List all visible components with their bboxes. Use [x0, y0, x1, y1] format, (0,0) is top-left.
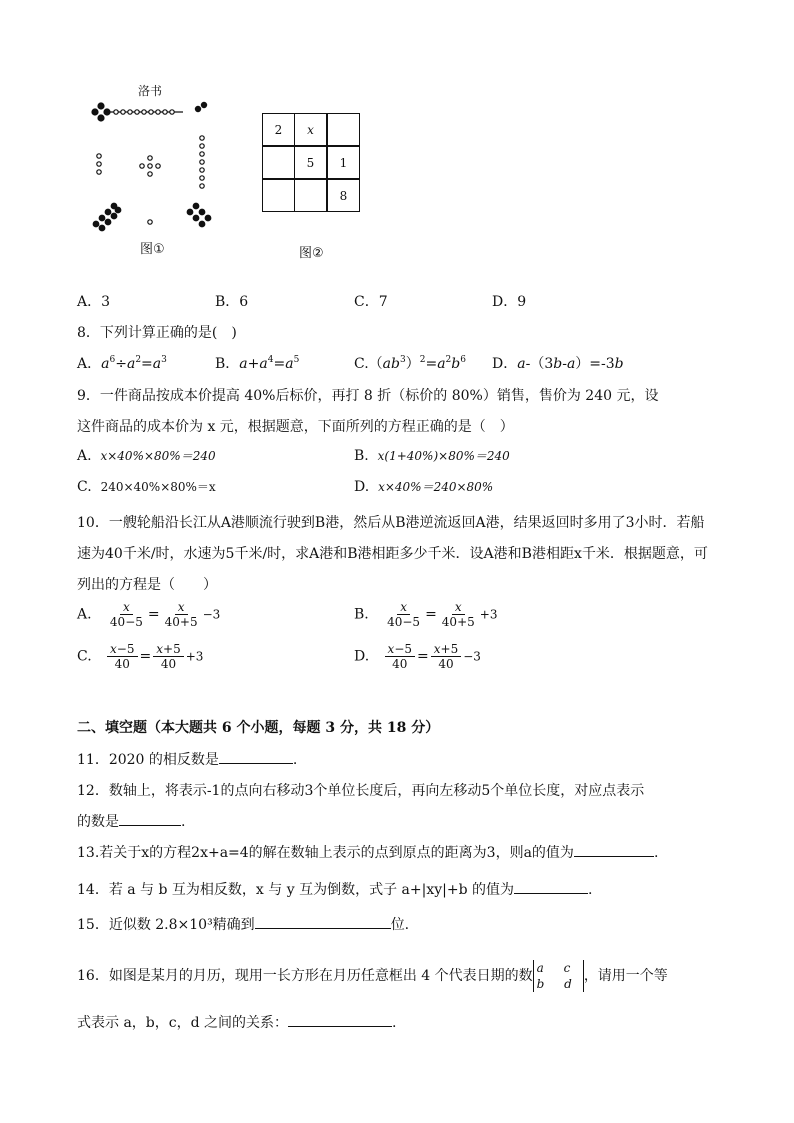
q13-answer-blank[interactable] — [574, 842, 654, 857]
q14-answer-blank[interactable] — [514, 879, 588, 894]
q10-stem: 10．一艘轮船沿长江从A港顺流行驶到B港，然后从B港逆流返回A港，结果返回时多用了3小时．若船速为40千米/时，水速为5千米/时，求A港和B港相距多少千米．设A港和B港相距x千米．根据题意，可列出的方程是（ ） — [77, 515, 708, 593]
q9-line1: 9．一件商品按成本价提高 40%后标价，再打 8 折（标价的 80%）销售，售价为 240 元，设 — [77, 388, 659, 404]
q9-line2: 这件商品的成本价为 x 元，根据题意，下面所列的方程正确的是（ ） — [77, 419, 514, 435]
fig1-label: 图① — [140, 242, 165, 257]
q7-option-b: B．6 — [215, 294, 249, 310]
q7-option-d: D．9 — [492, 294, 527, 310]
section2-title: 二、填空题（本大题共 6 个小题，每题 3 分，共 18 分） — [77, 720, 440, 736]
q8-stem: 8．下列计算正确的是( ) — [77, 325, 237, 341]
luoshu-figure — [88, 96, 218, 236]
luoshu-title: 洛书 — [138, 84, 163, 98]
q15: 15．近似数 2.8×10³精确到 位. — [77, 914, 409, 934]
q11-answer-blank[interactable] — [219, 749, 293, 764]
q10-option-c: C. $\frac{x-5}{40}$ = $\frac{x+5}{40}$ +3 — [77, 642, 204, 671]
q9-option-a: A. x×40%×80%＝240 — [77, 448, 216, 464]
grid-cell — [294, 179, 327, 212]
q10-option-a: A. $\frac{x}{40-5}$ = $\frac{x}{40+5}$ −3 — [77, 600, 221, 629]
q8-option-c: $C.(ab^3)^2=a^2b^6$ — [354, 355, 466, 372]
q7-option-c: C．7 — [354, 294, 388, 310]
q16-line2: 式表示 a，b，c，d 之间的关系： . — [77, 1012, 396, 1032]
grid-cell — [327, 113, 360, 146]
q8-option-d: D．a-（3b-a）=-3b — [492, 356, 624, 372]
calendar-box: a c b d — [533, 960, 584, 992]
grid-cell — [262, 179, 295, 212]
grid-cell — [262, 146, 295, 179]
q9-option-d: D. x×40%＝240×80% — [354, 479, 494, 495]
grid-cell: 8 — [327, 179, 360, 212]
q14: 14．若 a 与 b 互为相反数，x 与 y 互为倒数，式子 a+|xy|+b 的值为 . — [77, 879, 592, 899]
q7-option-a: A．3 — [77, 294, 111, 310]
magic-square-grid — [262, 113, 361, 212]
q12-line2: 的数是 . — [77, 811, 185, 831]
q13: 13.若关于x的方程2x+a=4的解在数轴上表示的点到原点的距离为3，则a的值为 . — [77, 842, 658, 862]
q9-option-b: B. x(1+40%)×80%＝240 — [354, 448, 510, 464]
grid-cell: 5 — [294, 146, 327, 179]
q10-option-d: D. $\frac{x-5}{40}$ = $\frac{x+5}{40}$ −3 — [354, 642, 481, 671]
q12-line1: 12．数轴上，将表示-1的点向右移动3个单位长度后，再向左移动5个单位长度，对应点表示 — [77, 783, 645, 799]
q8-option-b: B．$a+a^4=a^5$ — [215, 355, 300, 372]
q16-line1: 16．如图是某月的月历，现用一长方形在月历任意框出 4 个代表日期的数 a c b d ，请用一个等 — [77, 961, 668, 991]
grid-cell: x — [294, 113, 327, 146]
q8-option-a: A．$a^6\div a^2=a^3$ — [77, 355, 167, 372]
grid-cell: 2 — [262, 113, 295, 146]
fig2-label: 图② — [299, 246, 324, 261]
q10-option-b: B. $\frac{x}{40-5}$ = $\frac{x}{40+5}$ +3 — [354, 600, 498, 629]
q15-answer-blank[interactable] — [255, 914, 391, 929]
q11: 11．2020 的相反数是 . — [77, 749, 297, 769]
q16-answer-blank[interactable] — [288, 1012, 392, 1027]
grid-cell: 1 — [327, 146, 360, 179]
q12-answer-blank[interactable] — [119, 811, 181, 826]
q9-option-c: C. 240×40%×80%＝x — [77, 479, 216, 495]
